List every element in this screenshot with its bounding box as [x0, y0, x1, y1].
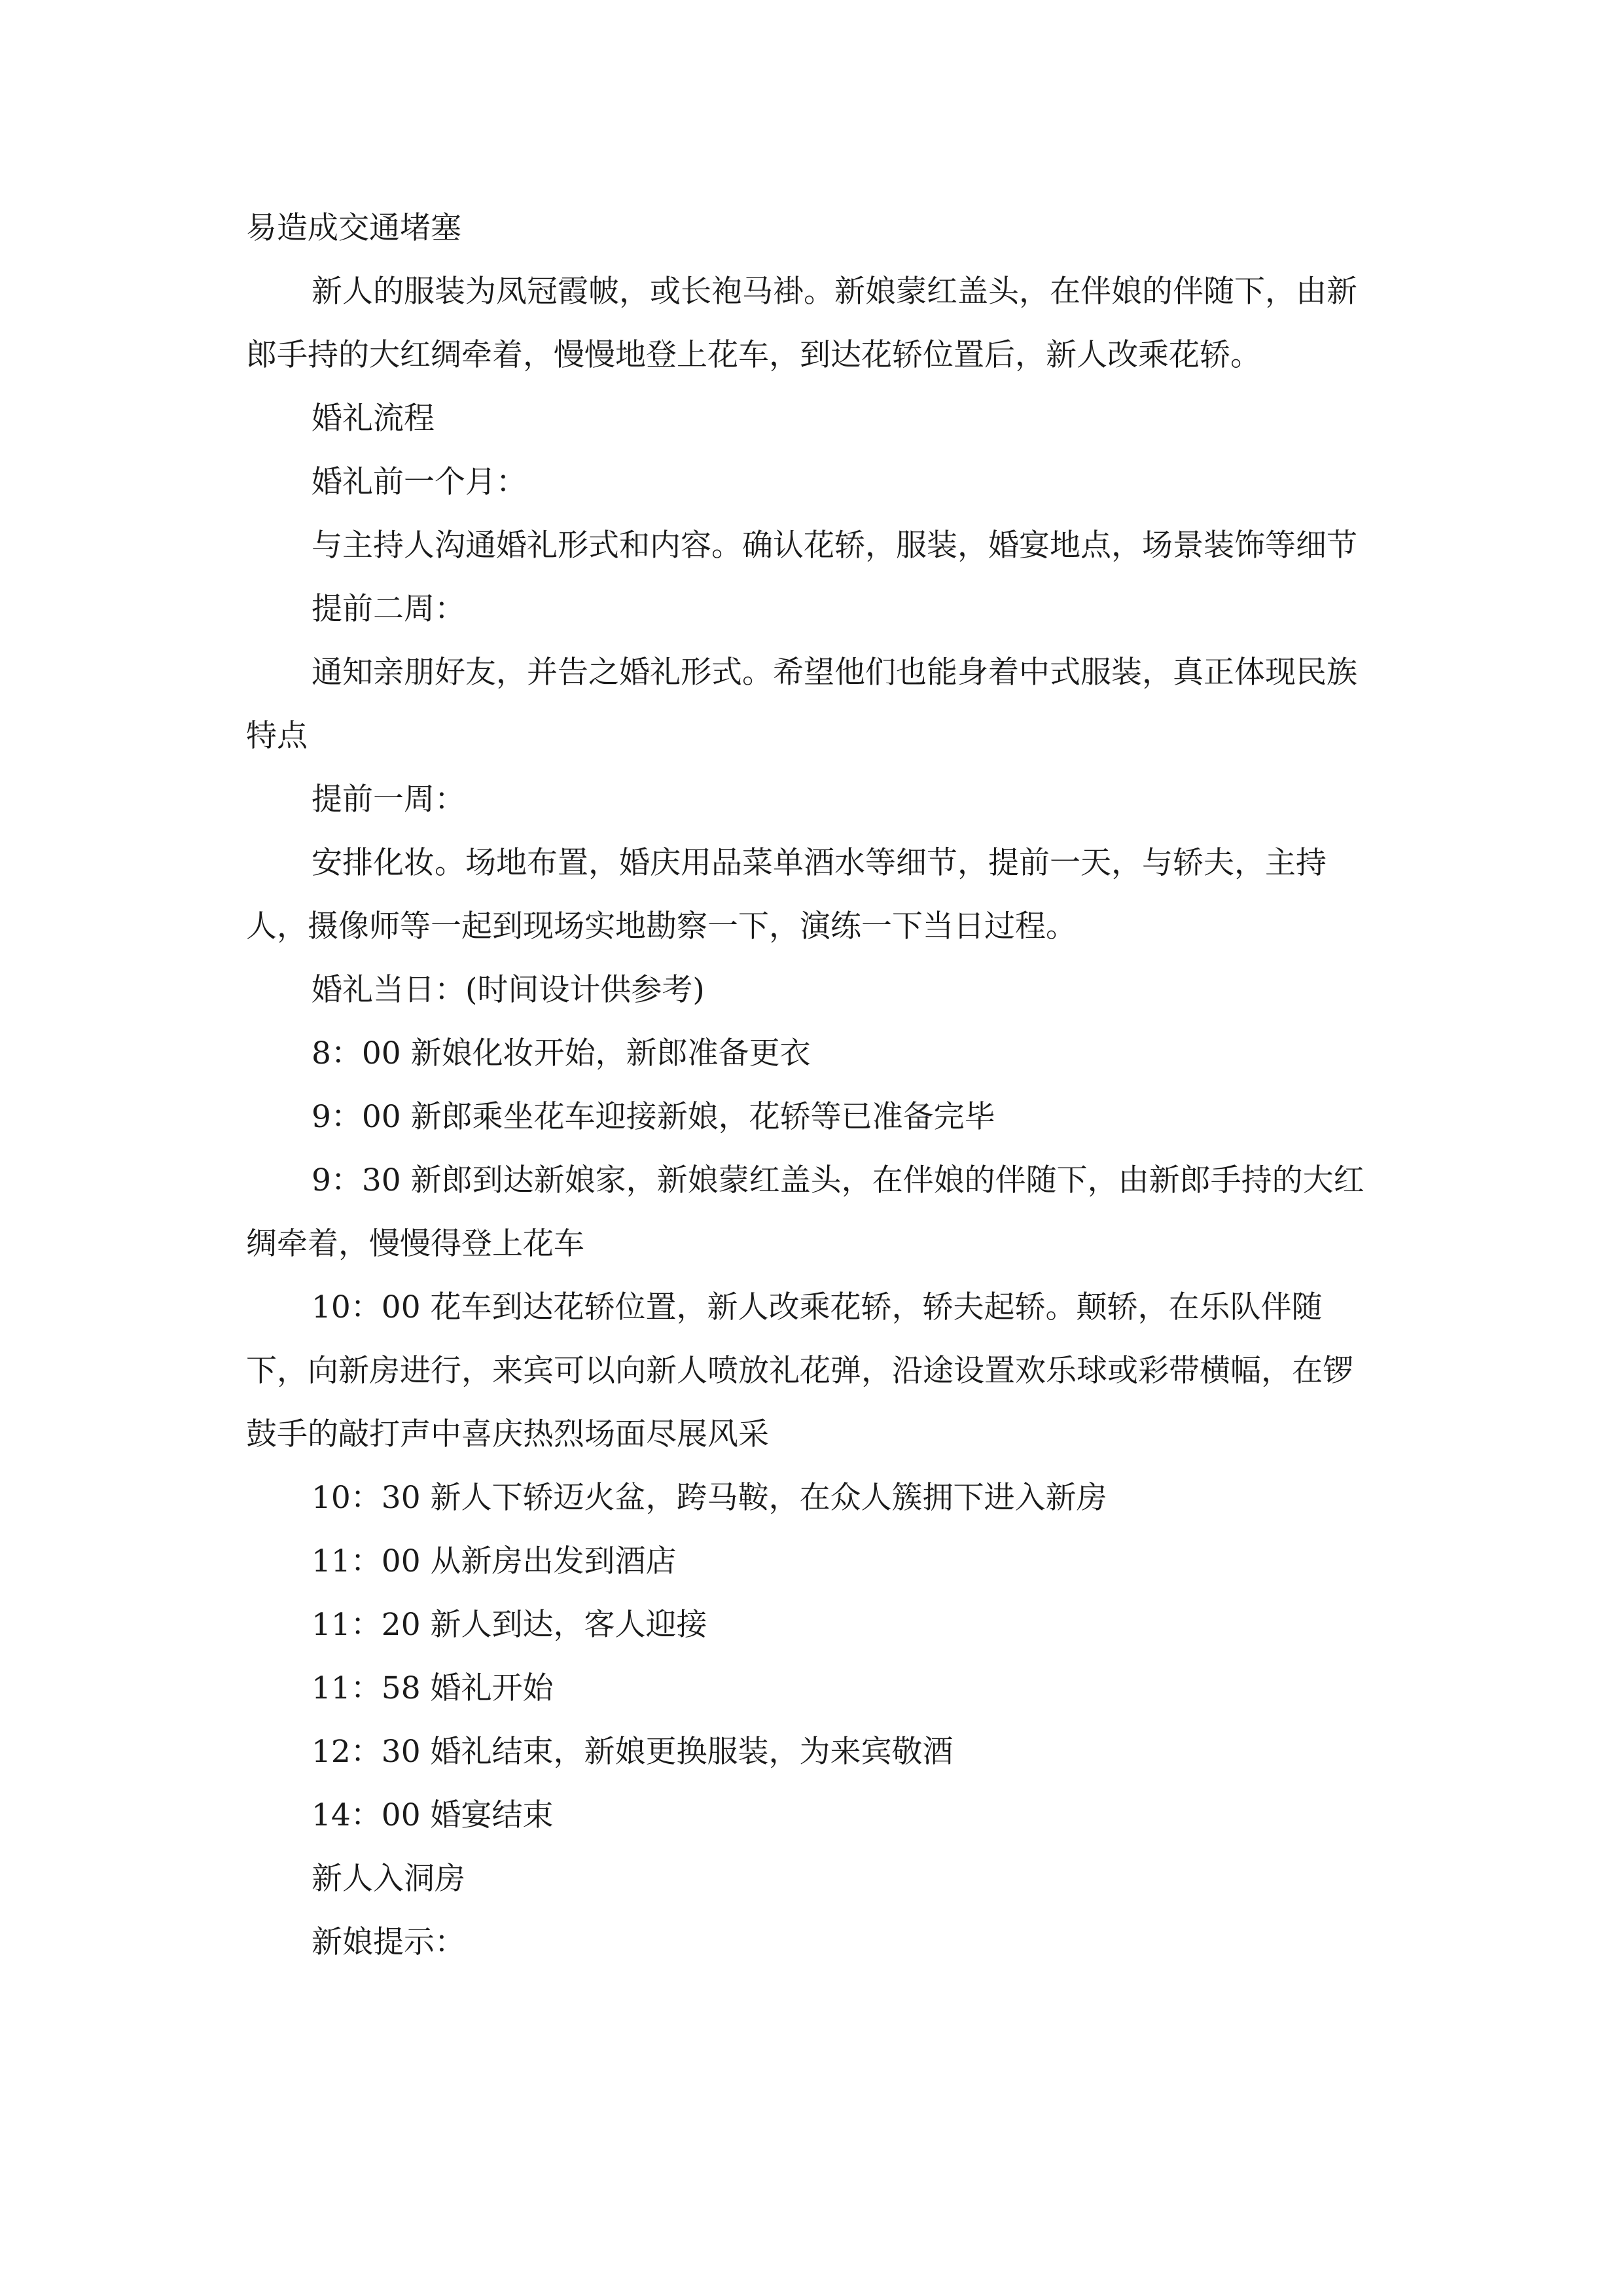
paragraph-bridal-chamber: 新人入洞房: [312, 1861, 465, 1897]
paragraph-host-communication: 与主持人沟通婚礼形式和内容。确认花轿，服装，婚宴地点，场景装饰等细节: [312, 528, 1357, 564]
schedule-item-1230: 12：30 婚礼结束，新娘更换服装，为来宾敬酒: [312, 1734, 954, 1770]
schedule-item-1100: 11：00 从新房出发到酒店: [312, 1543, 677, 1579]
heading-one-week-before: 提前一周：: [312, 781, 465, 817]
schedule-item-1000: 10：00 花车到达花轿位置，新人改乘花轿，轿夫起轿。颠轿，在乐队伴随下，向新房进行，来宾可以向新人喷放礼花弹，沿途设置欢乐球或彩带横幅，在锣鼓手的敲打声中喜庆热烈场面尽展风采: [246, 1289, 1353, 1452]
heading-wedding-process: 婚礼流程: [312, 401, 435, 437]
schedule-item-0900: 9：00 新郎乘坐花车迎接新娘，花轿等已准备完毕: [312, 1099, 995, 1135]
schedule-item-0800: 8：00 新娘化妆开始，新郎准备更衣: [312, 1035, 811, 1071]
document-body: [246, 196, 1378, 1974]
schedule-item-1158: 11：58 婚礼开始: [312, 1670, 554, 1706]
paragraph-makeup-arrangement: 安排化妆。场地布置，婚庆用品菜单酒水等细节，提前一天，与轿夫，主持人，摄像师等一起到现场实地勘察一下，演练一下当日过程。: [246, 845, 1327, 944]
paragraph-notify-guests: 通知亲朋好友，并告之婚礼形式。希望他们也能身着中式服装，真正体现民族特点: [246, 655, 1357, 754]
schedule-item-1030: 10：30 新人下轿迈火盆，跨马鞍，在众人簇拥下进入新房: [312, 1480, 1107, 1516]
heading-wedding-day: 婚礼当日：(时间设计供参考): [312, 972, 705, 1008]
paragraph-attire: 新人的服装为凤冠霞帔，或长袍马褂。新娘蒙红盖头，在伴娘的伴随下，由新郎手持的大红绸牵着，慢慢地登上花车，到达花轿位置后，新人改乘花轿。: [246, 274, 1357, 373]
paragraph-traffic: 易造成交通堵塞: [246, 210, 461, 246]
heading-two-weeks-before: 提前二周：: [312, 591, 465, 627]
schedule-item-1400: 14：00 婚宴结束: [312, 1797, 554, 1833]
schedule-item-1120: 11：20 新人到达，客人迎接: [312, 1607, 707, 1643]
heading-one-month-before: 婚礼前一个月：: [312, 464, 527, 500]
schedule-item-0930: 9：30 新郎到达新娘家，新娘蒙红盖头，在伴娘的伴随下，由新郎手持的大红绸牵着，慢慢得登上花车: [246, 1162, 1364, 1262]
heading-bride-tips: 新娘提示：: [312, 1924, 465, 1960]
